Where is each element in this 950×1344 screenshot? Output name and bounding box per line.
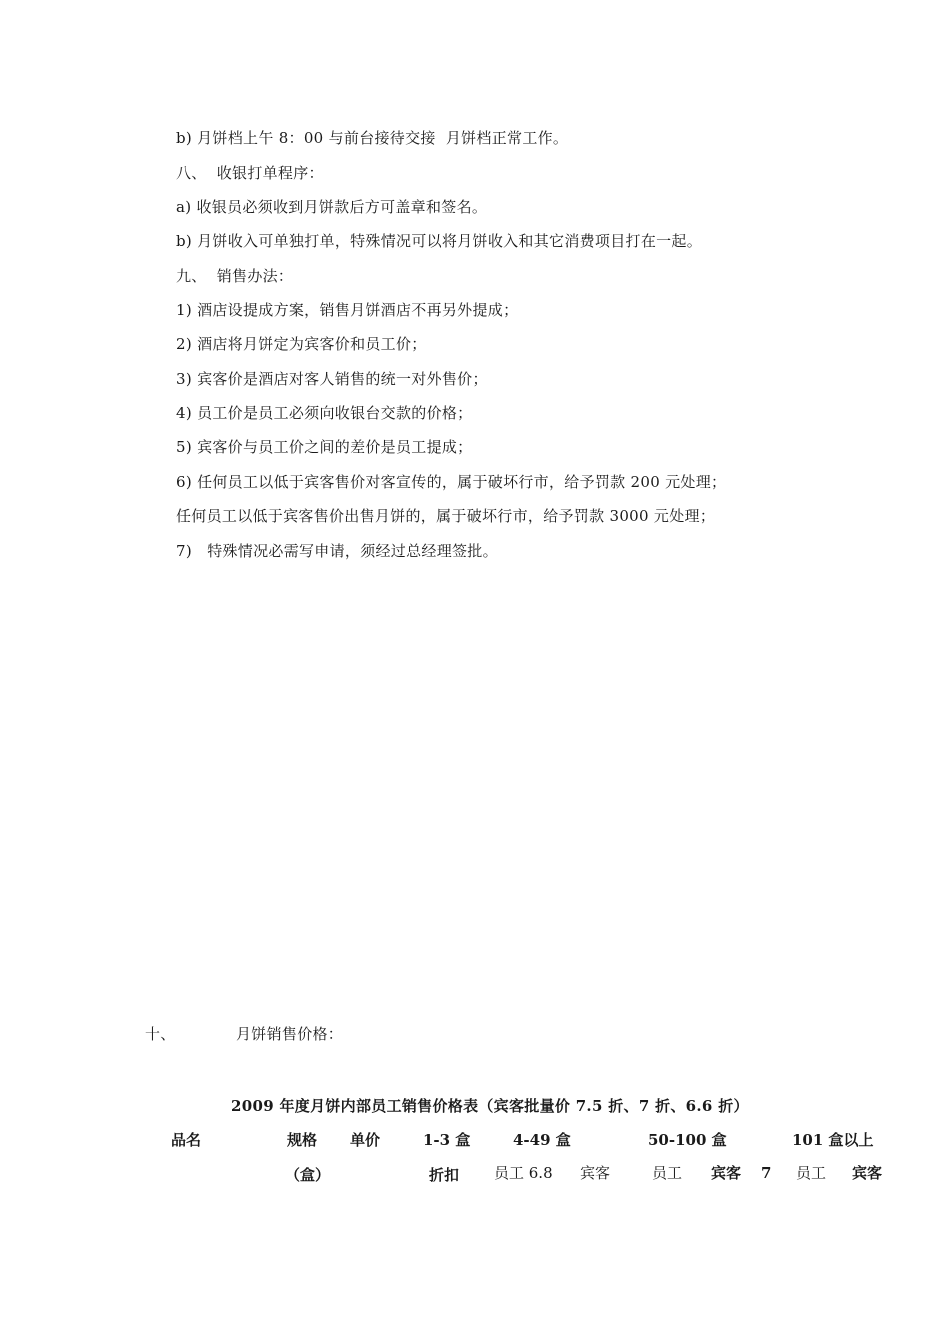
col-header-name: 品名 [171,1131,202,1149]
col-header-range-3: 50-100 盒 [648,1131,727,1149]
staff-label-2: 员工 [652,1164,683,1182]
list-item: 任何员工以低于宾客售价出售月饼的，属于破坏行市，给予罚款 3000 元处理； [176,507,716,525]
text-line: a) 收银员必须收到月饼款后方可盖章和签名。 [176,198,488,216]
text-line: b) 月饼档上午 8：00 与前台接待交接 月饼档正常工作。 [176,129,569,147]
col-header-spec: 规格 [287,1131,318,1149]
list-item: 6) 任何员工以低于宾客售价对客宣传的，属于破坏行市，给予罚款 200 元处理； [176,473,727,491]
staff-discount-1: 员工 6.8 [494,1164,553,1182]
guest-rate-2: 7 [761,1164,772,1182]
section-heading: 九、 销售办法： [176,267,294,285]
guest-label-2: 宾客 [711,1164,742,1182]
list-item: 7) 特殊情况必需写申请，须经过总经理签批。 [176,542,498,560]
list-item: 5) 宾客价与员工价之间的差价是员工提成； [176,438,473,456]
guest-label-3: 宾客 [852,1164,883,1182]
spec-unit: （盒） [285,1166,331,1184]
list-item: 2) 酒店将月饼定为宾客价和员工价； [176,335,427,353]
table-title: 2009 年度月饼内部员工销售价格表（宾客批量价 7.5 折、7 折、6.6 折） [231,1097,749,1115]
section-title: 月饼销售价格： [236,1025,344,1043]
text-line: b) 月饼收入可单独打单，特殊情况可以将月饼收入和其它消费项目打在一起。 [176,232,703,250]
list-item: 1) 酒店设提成方案，销售月饼酒店不再另外提成； [176,301,519,319]
list-item: 4) 员工价是员工必须向收银台交款的价格； [176,404,473,422]
guest-label-1: 宾客 [580,1164,611,1182]
staff-label-3: 员工 [796,1164,827,1182]
section-heading: 八、 收银打单程序： [176,164,324,182]
discount-label: 折扣 [429,1166,460,1184]
col-header-price: 单价 [350,1131,381,1149]
section-number: 十、 [145,1025,176,1043]
col-header-range-1: 1-3 盒 [423,1131,471,1149]
col-header-range-2: 4-49 盒 [513,1131,571,1149]
list-item: 3) 宾客价是酒店对客人销售的统一对外售价； [176,370,488,388]
col-header-range-4: 101 盒以上 [792,1131,874,1149]
